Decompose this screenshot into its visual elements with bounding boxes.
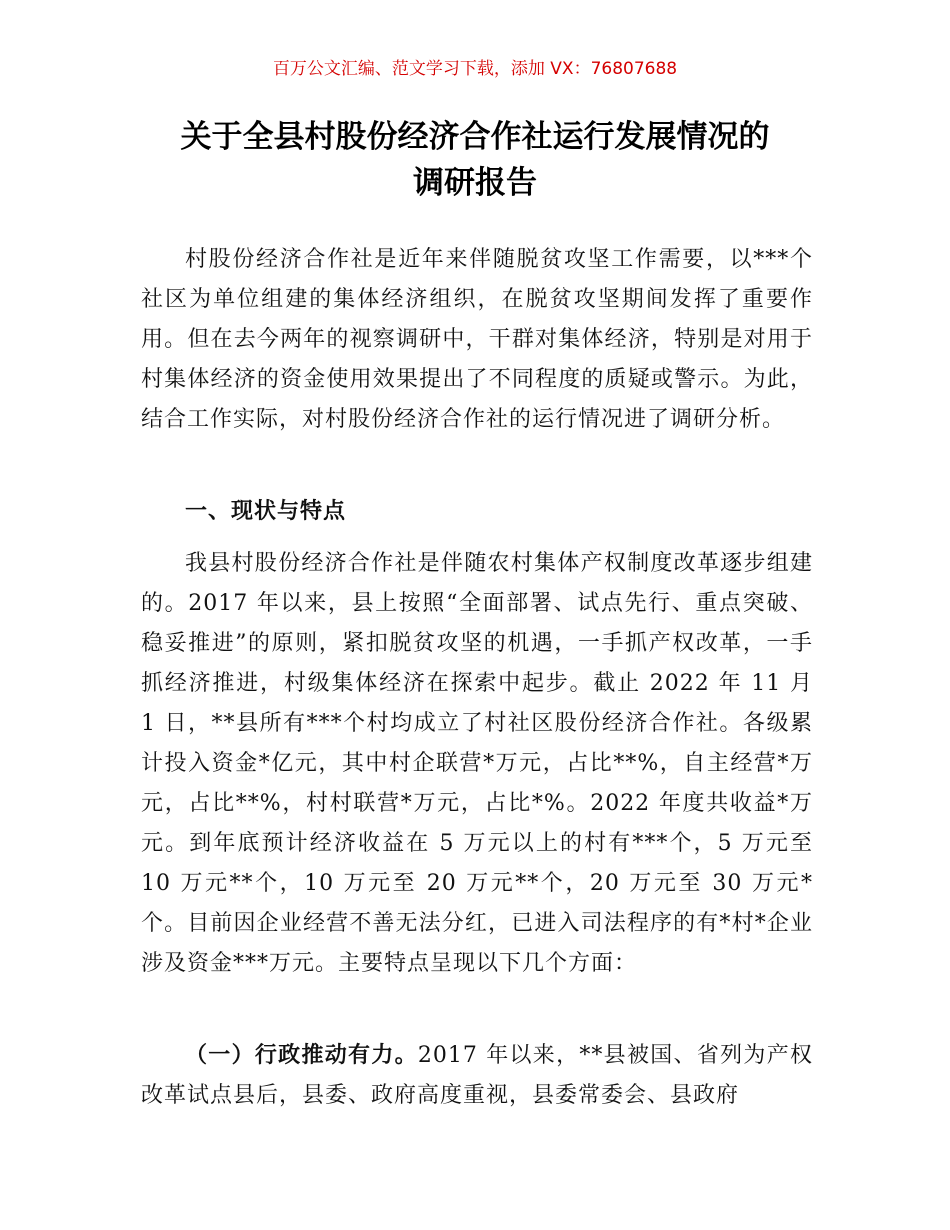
section-heading: 一、现状与特点 <box>185 499 347 524</box>
intro-paragraph: 村股份经济合作社是近年来伴随脱贫攻坚工作需要，以***个社区为单位组建的集体经济组织，在脱贫攻坚期间发挥了重要作用。但在去今两年的视察调研中，干群对集体经济，特别是对用于村集体经济的资金使用效果提出了不同程度的质疑或警示。为此，结合工作实际，对村股份经济合作社的运行情况进了调研分析。 <box>141 247 813 432</box>
watermark-header: 百万公文汇编、范文学习下载，添加 VX：76807688 <box>272 59 678 79</box>
subsection-text: 2017 年以来，**县被国、省列为产权改革试点县后，县委、政府高度重视，县委常委会、县政府 <box>141 1043 813 1108</box>
title-line-2: 调研报告 <box>413 165 537 201</box>
title-line-1: 关于全县村股份经济合作社运行发展情况的 <box>180 119 770 155</box>
subsection-heading: （一）行政推动有力。 <box>185 1043 418 1068</box>
document-title <box>0 114 950 206</box>
subsection-paragraph <box>141 1036 813 1116</box>
section-paragraph: 我县村股份经济合作社是伴随农村集体产权制度改革逐步组建的。2017 年以来，县上按照“全面部署、试点先行、重点突破、稳妥推进”的原则，紧扣脱贫攻坚的机遇，一手抓产权改革，一手抓经济推进，村级集体经济在探索中起步。截止 2022 年 11 月 1 日，**县所有***个村均成立了村社区股份经济合作社。各级累计投入资金*亿元，其中村企联营*万元，占比**%，自主经营*万元，占比**%，村村联营*万元，占比*%。2022 年度共收益*万元。到年底预计经济收益在 5 万元以上的村有***个，5 万元至 10 万元**个，10 万元至 20 万元**个，20 万元至 30 万元*个。目前因企业经营不善无法分红，已进入司法程序的有*村*企业涉及资金***万元。主要特点呈现以下几个方面： <box>141 551 813 976</box>
